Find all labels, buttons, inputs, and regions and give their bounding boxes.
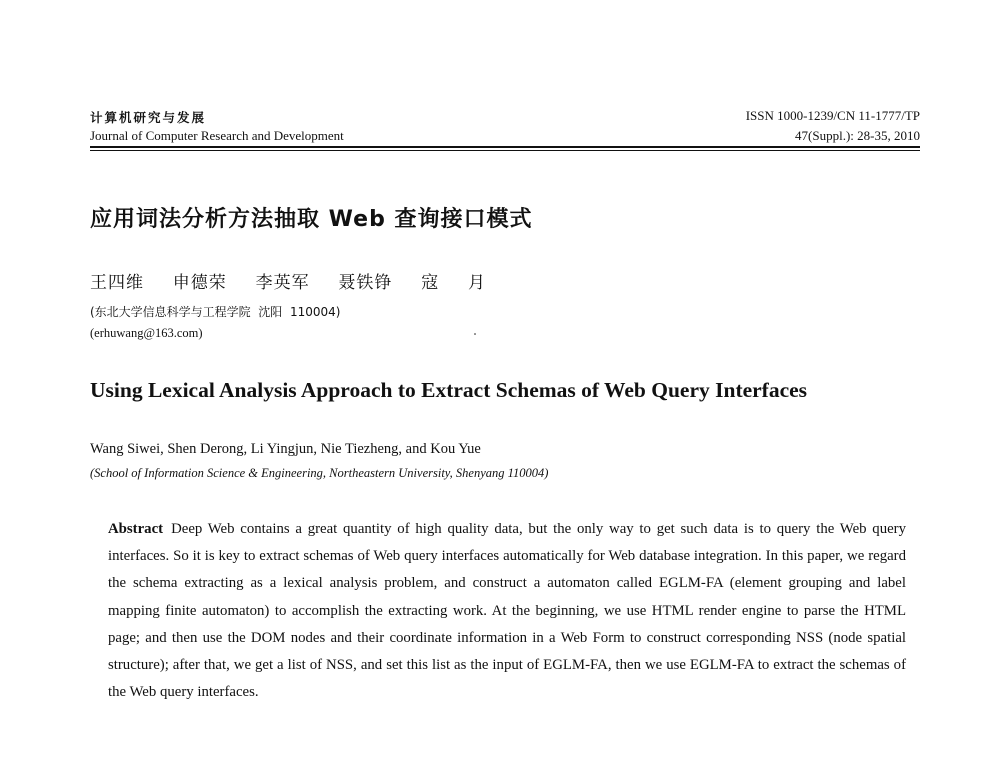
journal-name-chinese: 计算机研究与发展 [90,110,207,125]
journal-name-english: Journal of Computer Research and Development [90,128,344,143]
affiliation-chinese: (东北大学信息科学与工程学院 沈阳 110004) [90,305,341,319]
authors-english: Wang Siwei, Shen Derong, Li Yingjun, Nie Tiezheng, and Kou Yue [90,441,481,457]
header-rule-thick [90,146,920,148]
affiliation-english: (School of Information Science & Engineering, Northeastern University, Shenyang 110004) [90,466,549,480]
authors-chinese: 王四维 申德荣 李英军 聂铁铮 寇 月 [90,273,487,293]
author-email: (erhuwang@163.com) [90,326,203,340]
paper-title-english: Using Lexical Analysis Approach to Extract Schemas of Web Query Interfaces [90,378,808,402]
issn-line: ISSN 1000-1239/CN 11-1777/TP [745,108,920,123]
volume-pages-year: 47(Suppl.): 28-35, 2010 [795,128,920,143]
stray-dot [474,333,476,335]
journal-header [90,108,920,148]
abstract-paragraph [108,516,906,706]
abstract-text: Deep Web contains a great quantity of high quality data, but the only way to get such data is to query the Web query interfaces. So it is key to extract schemas of Web query interfaces automatically for Web database integration. In this paper, we regard the schema extracting as a lexical analysis problem, and construct a automaton called EGLM-FA (element grouping and label mapping finite automaton) to accomplish the extracting work. At the beginning, we use HTML render engine to parse the HTML page; and then use the DOM nodes and their coordinate information in a Web Form to construct corresponding NSS (node spatial structure); after that, we get a list of NSS, and set this list as the input of EGLM-FA, then we use EGLM-FA to extract the schemas of the Web query interfaces. [108,521,906,701]
paper-title-chinese: 应用词法分析方法抽取 Web 查询接口模式 [90,207,533,232]
abstract-label: Abstract [108,521,164,537]
header-rule-thin [90,150,920,151]
